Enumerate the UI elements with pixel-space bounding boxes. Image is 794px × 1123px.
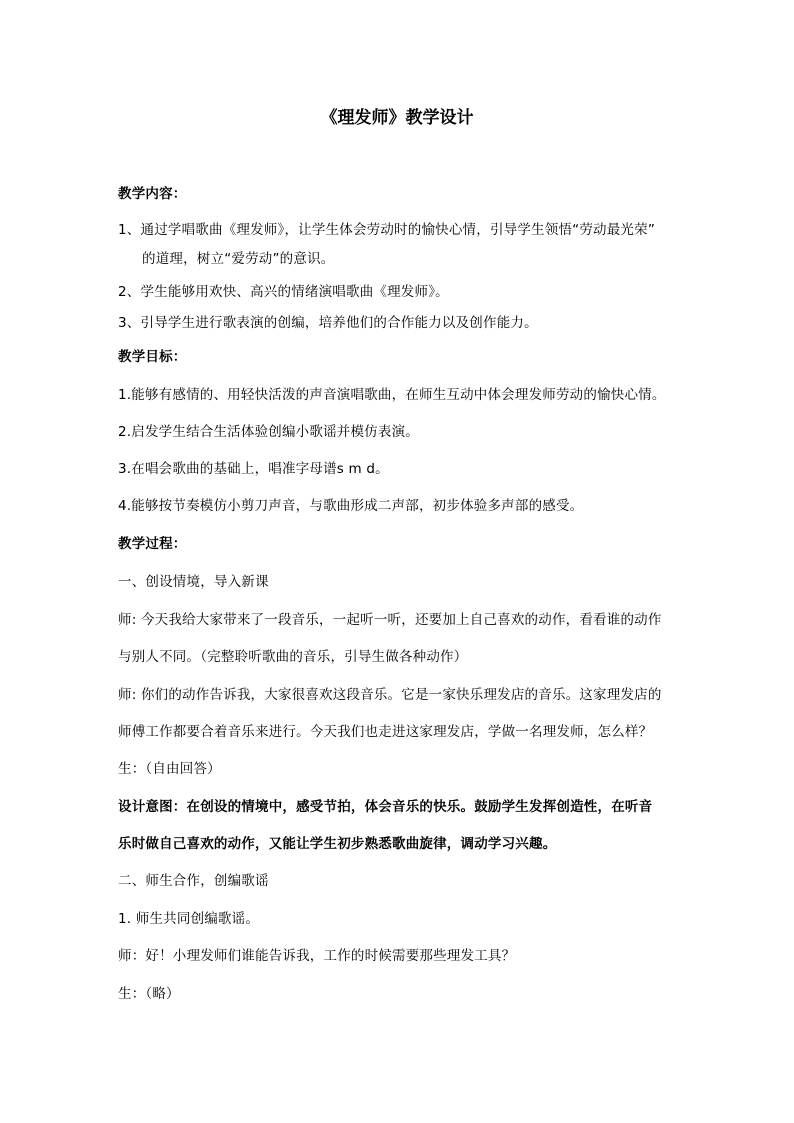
content-item-2: 2、学生能够用欢快、高兴的情绪演唱歌曲《理发师》。 [118,284,449,300]
goal-item-2: 2.启发学生结合生活体验创编小歌谣并模仿表演。 [118,424,419,440]
goal-item-1: 1.能够有感情的、用轻快活泼的声音演唱歌曲，在师生互动中体会理发师劳动的愉快心情。 [118,387,666,403]
student-line-1: 生：（自由回答） [118,761,221,777]
content-item-1-line-1: 1、通过学唱歌曲《理发师》，让学生体会劳动时的愉快心情，引导学生领悟“劳动最光荣” [118,222,656,238]
process-heading: 教学过程： [118,536,187,552]
teacher-line-1a: 师: 今天我给大家带来了一段音乐，一起听一听，还要加上自己喜欢的动作，看看谁的动作 [118,612,662,628]
process-part-2-heading: 二、师生合作，创编歌谣 [118,873,269,889]
content-heading: 教学内容： [118,186,187,202]
teacher-line-1b: 与别人不同。（完整聆听歌曲的音乐，引导生做各种动作） [118,649,468,665]
student-line-2: 生：（略） [118,986,180,1002]
content-item-3: 3、引导学生进行歌表演的创编，培养他们的合作能力以及创作能力。 [118,315,538,331]
document-title: 《理发师》教学设计 [320,108,474,128]
teacher-line-2a: 师: 你们的动作告诉我，大家很喜欢这段音乐。它是一家快乐理发店的音乐。这家理发店的 [118,687,662,703]
teacher-line-2b: 师傅工作都要合着音乐来进行。今天我们也走进这家理发店，学做一名理发师，怎么样？ [118,724,653,740]
step-1: 1. 师生共同创编歌谣。 [118,911,260,927]
design-intent-line-a: 设计意图：在创设的情境中，感受节拍，体会音乐的快乐。鼓励学生发挥创造性，在听音 [118,799,653,815]
goals-heading: 教学目标： [118,349,187,365]
design-intent-line-b: 乐时做自己喜欢的动作，又能让学生初步熟悉歌曲旋律，调动学习兴趣。 [118,836,557,852]
process-part-1-heading: 一、创设情境，导入新课 [118,574,269,590]
teacher-line-3: 师：好！小理发师们谁能告诉我，工作的时候需要那些理发工具？ [118,948,516,964]
goal-item-3: 3.在唱会歌曲的基础上，唱准字母谱s m d。 [118,461,389,477]
goal-item-4: 4.能够按节奏模仿小剪刀声音，与歌曲形成二声部，初步体验多声部的感受。 [118,498,584,514]
content-item-1-line-2: 的道理，树立“爱劳动”的意识。 [142,251,335,267]
